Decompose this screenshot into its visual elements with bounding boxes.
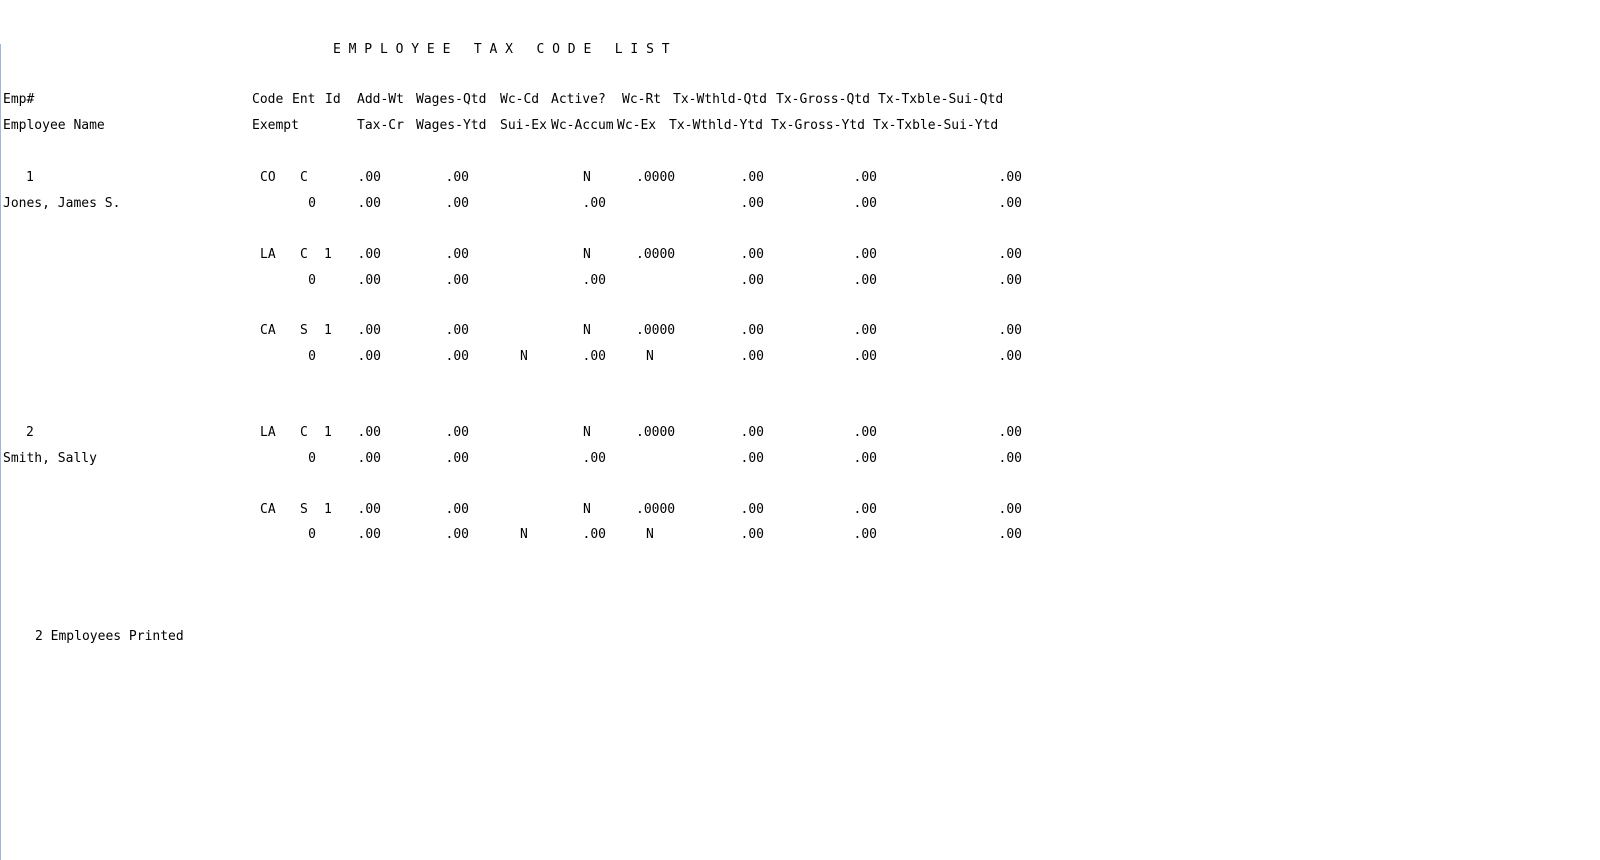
id-value: 1	[324, 502, 332, 517]
wages-ytd-value: .00	[445, 196, 469, 211]
wages-ytd-value: .00	[445, 451, 469, 466]
active-value: N	[583, 502, 591, 517]
header-tax-cr: Tax-Cr	[357, 118, 404, 133]
wc-rt-value: .0000	[636, 170, 676, 185]
sui-ex-value: N	[520, 527, 528, 542]
add-wt-value: .00	[357, 425, 381, 440]
sui-ex-value: N	[520, 349, 528, 364]
wages-qtd-value: .00	[445, 170, 469, 185]
wc-accum-value: .00	[582, 349, 606, 364]
header-wc-cd: Wc-Cd	[500, 92, 540, 107]
entity: C	[300, 425, 308, 440]
id-value: 1	[324, 247, 332, 262]
employees-printed-count: 2 Employees Printed	[35, 629, 184, 644]
header-tx-txble-sui-qtd: Tx-Txble-Sui-Qtd	[878, 92, 1004, 107]
tx-gross-qtd-value: .00	[853, 323, 877, 338]
entity: C	[300, 247, 308, 262]
tx-wthld-qtd-value: .00	[740, 502, 764, 517]
active-value: N	[583, 247, 591, 262]
header-wc-accum: Wc-Accum	[551, 118, 614, 133]
active-value: N	[583, 170, 591, 185]
tx-txble-sui-ytd-value: .00	[998, 273, 1022, 288]
left-border	[0, 44, 1, 860]
tx-wthld-qtd-value: .00	[740, 323, 764, 338]
tax-cr-value: .00	[357, 451, 381, 466]
header-ent: Ent	[292, 92, 316, 107]
header-tx-gross-ytd: Tx-Gross-Ytd	[771, 118, 865, 133]
add-wt-value: .00	[357, 323, 381, 338]
tx-gross-qtd-value: .00	[853, 247, 877, 262]
tx-txble-sui-qtd-value: .00	[998, 170, 1022, 185]
wages-qtd-value: .00	[445, 247, 469, 262]
wc-rt-value: .0000	[636, 502, 676, 517]
tx-txble-sui-ytd-value: .00	[998, 196, 1022, 211]
wc-accum-value: .00	[582, 527, 606, 542]
exempt-value: 0	[308, 451, 316, 466]
tax-cr-value: .00	[357, 349, 381, 364]
tax-cr-value: .00	[357, 527, 381, 542]
header-tx-wthld-ytd: Tx-Wthld-Ytd	[669, 118, 763, 133]
header-wc-ex: Wc-Ex	[617, 118, 657, 133]
tx-wthld-ytd-value: .00	[740, 196, 764, 211]
entity: S	[300, 323, 308, 338]
tx-wthld-ytd-value: .00	[740, 273, 764, 288]
tx-txble-sui-ytd-value: .00	[998, 527, 1022, 542]
header-tx-txble-sui-ytd: Tx-Txble-Sui-Ytd	[873, 118, 999, 133]
wc-ex-value: N	[646, 349, 654, 364]
employee-name: Smith, Sally	[3, 451, 97, 466]
tx-wthld-qtd-value: .00	[740, 425, 764, 440]
employee-number: 2	[26, 425, 34, 440]
header-wc-rt: Wc-Rt	[622, 92, 662, 107]
header-wages-qtd: Wages-Qtd	[416, 92, 487, 107]
header-employee-name: Employee Name	[3, 118, 105, 133]
tx-txble-sui-ytd-value: .00	[998, 349, 1022, 364]
tx-gross-qtd-value: .00	[853, 502, 877, 517]
employee-number: 1	[26, 170, 34, 185]
tx-gross-ytd-value: .00	[853, 349, 877, 364]
wc-rt-value: .0000	[636, 425, 676, 440]
add-wt-value: .00	[357, 247, 381, 262]
tax-cr-value: .00	[357, 196, 381, 211]
tx-txble-sui-qtd-value: .00	[998, 323, 1022, 338]
tax-code: LA	[260, 247, 276, 262]
exempt-value: 0	[308, 349, 316, 364]
wc-ex-value: N	[646, 527, 654, 542]
tx-txble-sui-qtd-value: .00	[998, 425, 1022, 440]
tx-txble-sui-qtd-value: .00	[998, 247, 1022, 262]
exempt-value: 0	[308, 527, 316, 542]
header-emp-no: Emp#	[3, 92, 35, 107]
tx-gross-ytd-value: .00	[853, 196, 877, 211]
entity: S	[300, 502, 308, 517]
tx-wthld-qtd-value: .00	[740, 247, 764, 262]
header-code: Code	[252, 92, 284, 107]
id-value: 1	[324, 323, 332, 338]
add-wt-value: .00	[357, 502, 381, 517]
header-tx-wthld-qtd: Tx-Wthld-Qtd	[673, 92, 767, 107]
header-add-wt: Add-Wt	[357, 92, 404, 107]
wc-accum-value: .00	[582, 196, 606, 211]
wc-rt-value: .0000	[636, 323, 676, 338]
tx-wthld-ytd-value: .00	[740, 527, 764, 542]
header-sui-ex: Sui-Ex	[500, 118, 547, 133]
tax-code: CA	[260, 323, 276, 338]
entity: C	[300, 170, 308, 185]
wc-accum-value: .00	[582, 451, 606, 466]
wages-ytd-value: .00	[445, 273, 469, 288]
wages-qtd-value: .00	[445, 425, 469, 440]
header-wages-ytd: Wages-Ytd	[416, 118, 487, 133]
tx-txble-sui-qtd-value: .00	[998, 502, 1022, 517]
exempt-value: 0	[308, 273, 316, 288]
tax-code: CA	[260, 502, 276, 517]
tx-gross-ytd-value: .00	[853, 451, 877, 466]
tx-wthld-ytd-value: .00	[740, 349, 764, 364]
tx-gross-ytd-value: .00	[853, 273, 877, 288]
tx-wthld-ytd-value: .00	[740, 451, 764, 466]
wages-ytd-value: .00	[445, 527, 469, 542]
header-active: Active?	[551, 92, 606, 107]
active-value: N	[583, 323, 591, 338]
exempt-value: 0	[308, 196, 316, 211]
tax-code: CO	[260, 170, 276, 185]
wages-qtd-value: .00	[445, 502, 469, 517]
wc-rt-value: .0000	[636, 247, 676, 262]
wages-qtd-value: .00	[445, 323, 469, 338]
tx-gross-ytd-value: .00	[853, 527, 877, 542]
header-id: Id	[325, 92, 341, 107]
employee-name: Jones, James S.	[3, 196, 121, 211]
tax-code: LA	[260, 425, 276, 440]
tx-gross-qtd-value: .00	[853, 170, 877, 185]
tx-gross-qtd-value: .00	[853, 425, 877, 440]
tax-cr-value: .00	[357, 273, 381, 288]
header-tx-gross-qtd: Tx-Gross-Qtd	[776, 92, 870, 107]
wages-ytd-value: .00	[445, 349, 469, 364]
active-value: N	[583, 425, 591, 440]
tx-txble-sui-ytd-value: .00	[998, 451, 1022, 466]
add-wt-value: .00	[357, 170, 381, 185]
report-title: E M P L O Y E E T A X C O D E L I S T	[333, 42, 670, 57]
tx-wthld-qtd-value: .00	[740, 170, 764, 185]
header-exempt: Exempt	[252, 118, 299, 133]
wc-accum-value: .00	[582, 273, 606, 288]
id-value: 1	[324, 425, 332, 440]
